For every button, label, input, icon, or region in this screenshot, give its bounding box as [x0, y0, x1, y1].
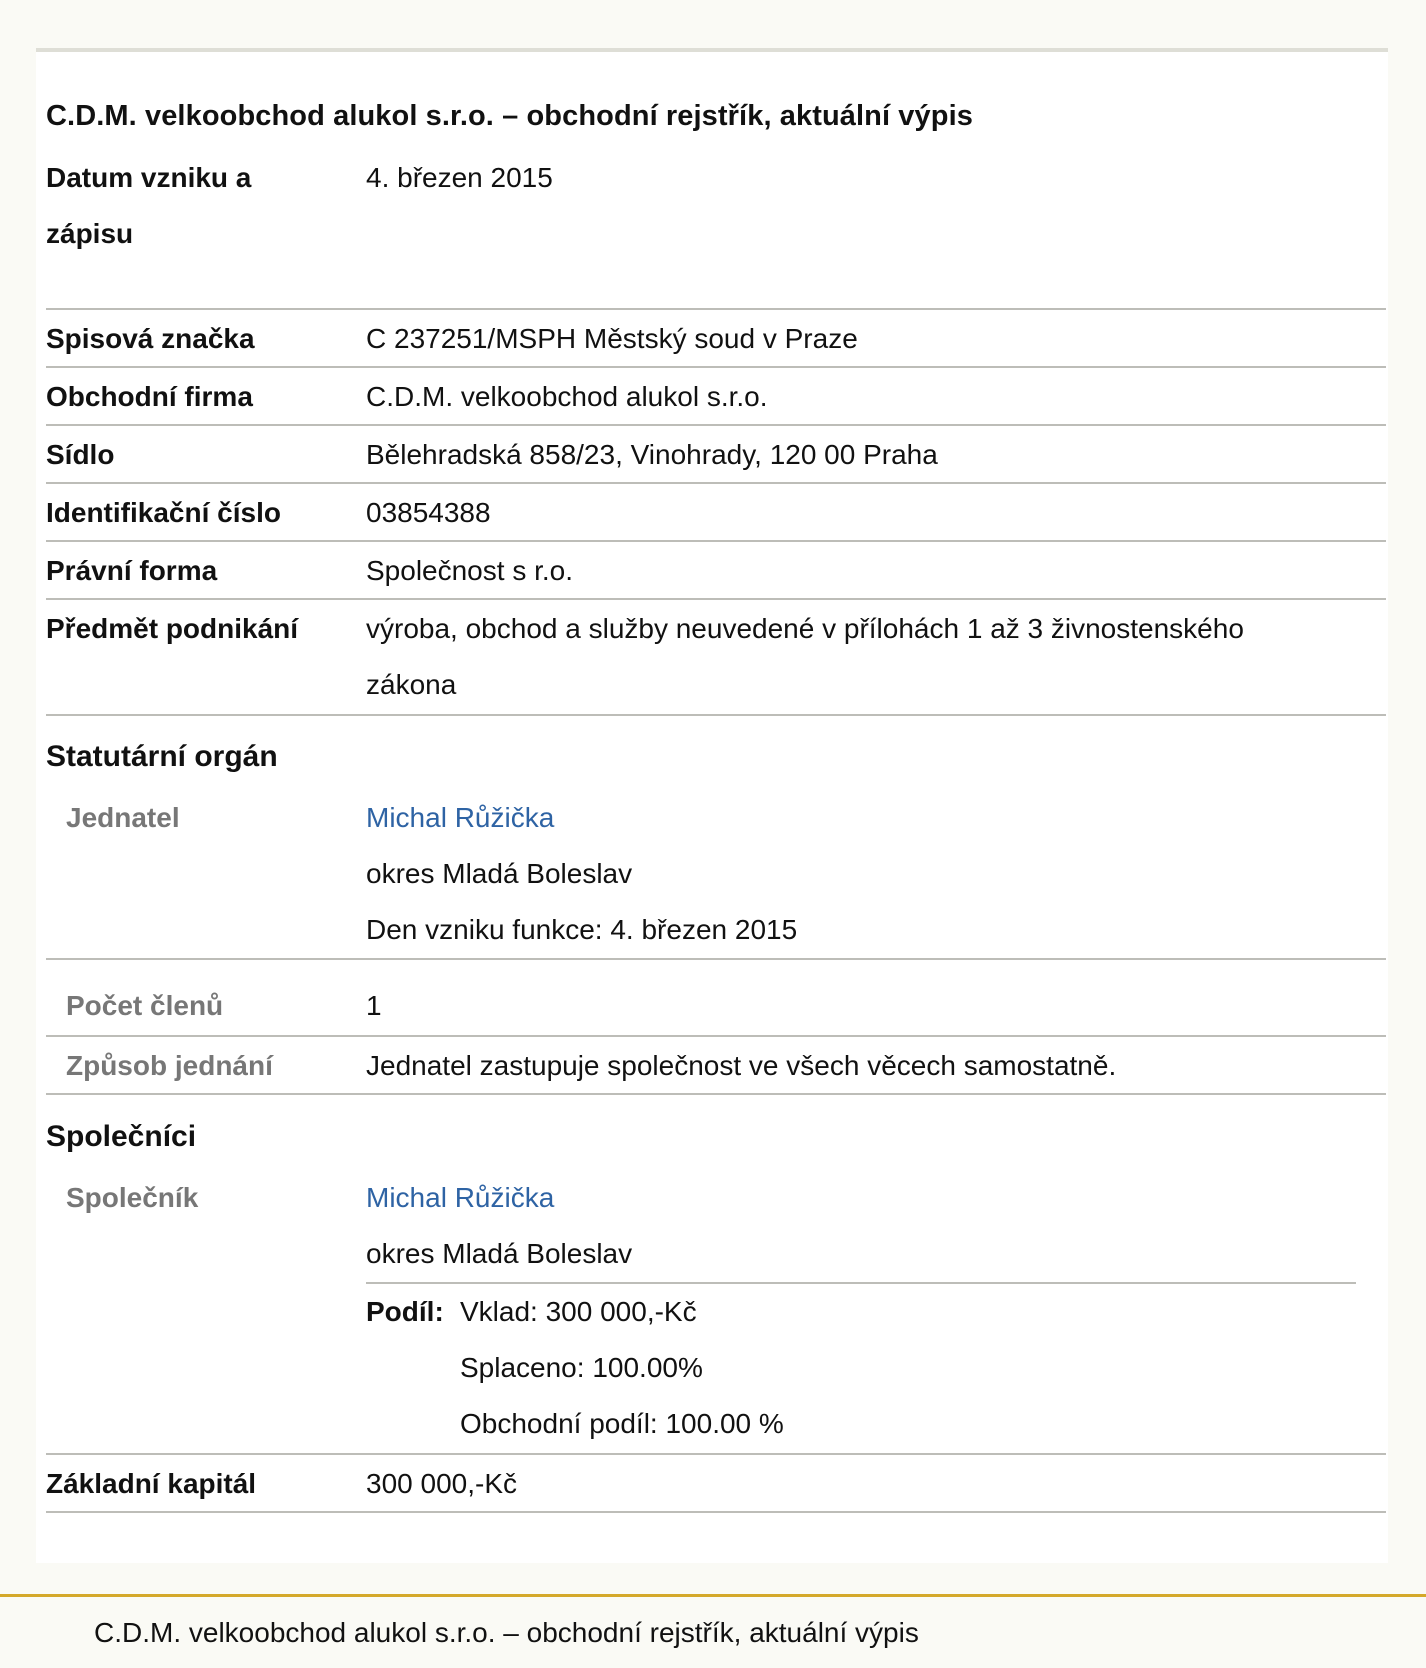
jednatel-okres: okres Mladá Boleslav — [366, 858, 633, 889]
row-sidlo — [46, 426, 1386, 484]
page-title: C.D.M. velkoobchod alukol s.r.o. – obchodní rejstřík, aktuální výpis — [46, 100, 973, 132]
zpusob-value: Jednatel zastupuje společnost ve všech věcech samostatně. — [366, 1050, 1117, 1081]
ico-value: 03854388 — [366, 497, 491, 528]
kapital-value: 300 000,-Kč — [366, 1468, 517, 1499]
row-jednatel — [46, 788, 1386, 960]
predmet-value-line1: výroba, obchod a služby neuvedené v přílohách 1 až 3 živnostenského — [366, 613, 1244, 644]
jednatel-den-vzniku: Den vzniku funkce: 4. březen 2015 — [366, 914, 798, 945]
pocet-label: Počet členů — [66, 990, 224, 1021]
row-pocet-clenu — [46, 960, 1386, 1037]
datum-label-line1: Datum vzniku a — [46, 162, 252, 193]
row-pravni-forma — [46, 542, 1386, 600]
section-statutarni-organ: Statutární orgán — [46, 740, 278, 773]
jednatel-name-link[interactable]: Michal Růžička — [366, 802, 555, 833]
kapital-label: Základní kapitál — [46, 1468, 257, 1499]
zpusob-label: Způsob jednání — [66, 1050, 273, 1081]
pocet-value: 1 — [366, 990, 382, 1021]
podil-vklad: Vklad: 300 000,-Kč — [460, 1296, 697, 1327]
section-spolecnici: Společníci — [46, 1120, 197, 1153]
datum-label-line2: zápisu — [46, 218, 134, 249]
spolecnik-okres: okres Mladá Boleslav — [366, 1238, 633, 1269]
podil-splaceno: Splaceno: 100.00% — [460, 1352, 703, 1383]
sidlo-label: Sídlo — [46, 439, 115, 470]
row-obchodni-firma — [46, 368, 1386, 426]
row-ico — [46, 484, 1386, 542]
podil-obchodni: Obchodní podíl: 100.00 % — [460, 1408, 784, 1439]
podil-label: Podíl: — [366, 1296, 444, 1327]
footer-divider — [0, 1594, 1426, 1597]
spis-label: Spisová značka — [46, 323, 255, 354]
row-spolecnik — [46, 1168, 1386, 1455]
row-predmet-podnikani — [46, 600, 1386, 716]
firma-value: C.D.M. velkoobchod alukol s.r.o. — [366, 381, 768, 412]
forma-value: Společnost s r.o. — [366, 555, 574, 586]
firma-label: Obchodní firma — [46, 381, 253, 412]
jednatel-label: Jednatel — [66, 802, 180, 833]
spis-value: C 237251/MSPH Městský soud v Praze — [366, 323, 858, 354]
row-zpusob-jednani — [46, 1037, 1386, 1095]
spolecnik-name-link[interactable]: Michal Růžička — [366, 1182, 555, 1213]
row-spisova-znacka — [46, 310, 1386, 368]
predmet-value-line2: zákona — [366, 669, 457, 700]
row-zakladni-kapital — [46, 1455, 1386, 1513]
row-datum-vzniku — [46, 148, 1386, 310]
forma-label: Právní forma — [46, 555, 218, 586]
sidlo-value: Bělehradská 858/23, Vinohrady, 120 00 Praha — [366, 439, 938, 470]
predmet-label: Předmět podnikání — [46, 613, 299, 644]
footer-title: C.D.M. velkoobchod alukol s.r.o. – obchodní rejstřík, aktuální výpis — [94, 1617, 919, 1648]
ico-label: Identifikační číslo — [46, 497, 281, 528]
record-card — [36, 48, 1388, 1563]
spolecnik-label: Společník — [66, 1182, 199, 1213]
datum-value: 4. březen 2015 — [366, 162, 553, 193]
